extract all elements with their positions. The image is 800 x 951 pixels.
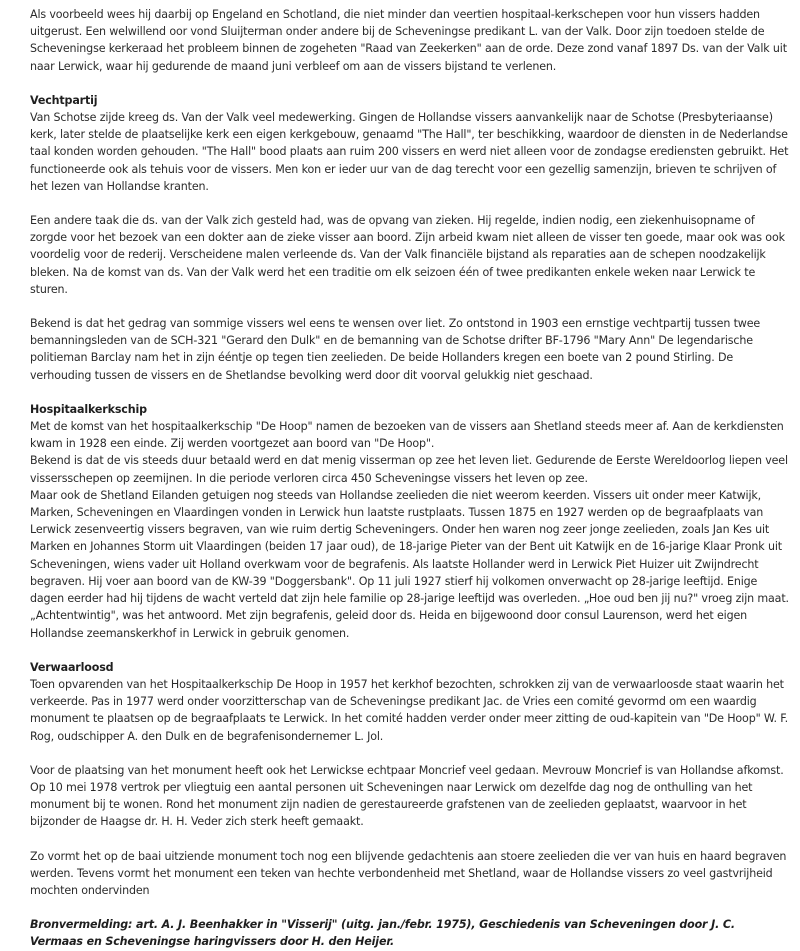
section-heading-vechtpartij: Vechtpartij — [30, 93, 98, 107]
intro-paragraph: Als voorbeeld wees hij daarbij op Engeland en Schotland, die niet minder dan veertien hospitaal-kerkschepen voor hun vissers hadden uitgerust. Een welwillend oor vond Sluijterman onder andere bij de Scheveningse predikant L. van der Valk. Door zijn toedoen stelde de Scheveningse kerkeraad het probleem binnen de zogeheten "Raad van Zeekerken" aan de orde. Deze zond vanaf 1897 Ds. van der Valk uit naar Lerwick, waar hij gedurende de maand juni verbleef om aan de vissers bijstand te verlenen. — [30, 8, 787, 73]
section-heading-verwaarloosd: Verwaarloosd — [30, 660, 114, 674]
paragraph: Van Schotse zijde kreeg ds. Van der Valk veel medewerking. Gingen de Hollandse vissers aanvankelijk naar de Schotse (Presbyteriaanse) kerk, later stelde de plaatselijke kerk een eigen kerkgebouw, genaamd "The Hall", ter beschikking, waardoor de diensten in de Nederlandse taal konden worden gehouden. "The Hall" bood plaats aan ruim 200 vissers en werd niet alleen voor de zondagse erediensten gebruikt. Het functioneerde ook als tehuis voor de vissers. Men kon er ieder uur van de dag terecht voor een gezellig samenzijn, brieven te schrijven of het lezen van Hollandse kranten. — [30, 111, 789, 193]
paragraph: Met de komst van het hospitaalkerkschip "De Hoop" namen de bezoeken van de vissers aan Shetland steeds meer af. Aan de kerkdiensten kwam in 1928 een einde. Zij werden voortgezet aan boord van "De Hoop". — [30, 420, 784, 451]
paragraph: Maar ook de Shetland Eilanden getuigen nog steeds van Hollandse zeelieden die niet weerom keerden. Vissers uit onder meer Katwijk, Marken, Scheveningen en Vlaardingen vonden in Lerwick hun laatste rustplaats. Tussen 1875 en 1927 werden op de begraafplaats van Lerwick zesenveertig vissers begraven, van wie ruim dertig Scheveningers. Onder hen waren nog zeer jonge zeelieden, zoals Jan Kes uit Marken en Johannes Storm uit Vlaardingen (beiden 17 jaar oud), de 18-jarige Pieter van der Bent uit Katwijk en de 16-jarige Klaar Pronk uit Scheveningen, wiens vader uit Holland overkwam voor de begrafenis. Als laatste Hollander werd in Lerwick Piet Huizer uit Zwijndrecht begraven. Hij voer aan boord van de KW-39 "Doggersbank". Op 11 juli 1927 stierf hij volkomen onverwacht op 28-jarige leeftijd. Enige dagen eerder had hij tijdens de wacht verteld dat zijn hele familie op 28-jarige leeftijd was overleden. „Hoe oud ben jij nu?" vroeg zijn maat. „Achtentwintig", was het antwoord. Met zijn begrafenis, geleid door ds. Heida en bijgewoond door consul Laurenson, werd het eigen Hollandse zeemanskerkhof in Lerwick in gebruik genomen. — [30, 488, 789, 640]
paragraph: Zo vormt het op de baai uitziende monument toch nog een blijvende gedachtenis aan stoere zeelieden die ver van huis en haard begraven werden. Tevens vormt het monument een teken van hechte verbondenheid met Shetland, waar de Hollandse vissers zo veel gastvrijheid mochten ondervinden — [30, 849, 787, 897]
section-heading-hospitaalkerkschip: Hospitaalkerkschip — [30, 402, 147, 416]
source-citation: Bronvermelding: art. A. J. Beenhakker in "Visserij" (uitg. jan./febr. 1975), Geschiedenis van Scheveningen door J. C. Vermaas en Scheveningse haringvissers door H. den Heijer. — [30, 918, 735, 949]
paragraph: Een andere taak die ds. van der Valk zich gesteld had, was de opvang van zieken. Hij regelde, indien nodig, een ziekenhuisopname of zorgde voor het bezoek van een dokter aan de zieke visser aan boord. Zijn arbeid kwam niet alleen de visser ten goede, maar ook was ook voordelig voor de rederij. Verscheidene malen verleende ds. Van der Valk financiële bijstand als reparaties aan de schepen noodzakelijk bleken. Na de komst van ds. Van der Valk werd het een traditie om elk seizoen één of twee predikanten enkele weken naar Lerwick te sturen. — [30, 214, 785, 296]
paragraph: Toen opvarenden van het Hospitaalkerkschip De Hoop in 1957 het kerkhof bezochten, schrokken zij van de verwaarloosde staat waarin het verkeerde. Pas in 1977 werd onder voorzitterschap van de Scheveningse predikant Jac. de Vries een comité gevormd om een waardig monument te plaatsen op de begraafplaats te Lerwick. In het comité hadden verder onder meer zitting de oud-kapitein van "De Hoop" W. F. Rog, oudschipper A. den Dulk en de begrafenisondernemer L. Jol. — [30, 677, 789, 743]
paragraph: Bekend is dat de vis steeds duur betaald werd en dat menig visserman op zee het leven liet. Gedurende de Eerste Wereldoorlog liepen veel vissersschepen op zeemijnen. In die periode verloren circa 450 Scheveningse vissers het leven op zee. — [30, 454, 788, 485]
paragraph: Bekend is dat het gedrag van sommige vissers wel eens te wensen over liet. Zo ontstond in 1903 een ernstige vechtpartij tussen twee bemanningsleden van de SCH-321 "Gerard den Dulk" en de bemanning van de Schotse drifter BF-1796 "Mary Ann" De legendarische politieman Barclay nam het in zijn ééntje op tegen tien zeelieden. De beide Hollanders kregen een boete van 2 pound Stirling. De verhouding tussen de vissers en de Shetlandse bevolking werd door dit voorval gelukkig niet geschaad. — [30, 317, 761, 382]
paragraph: Voor de plaatsing van het monument heeft ook het Lerwickse echtpaar Moncrief veel gedaan. Mevrouw Moncrief is van Hollandse afkomst. Op 10 mei 1978 vertrok per vliegtuig een aantal personen uit Scheveningen naar Lerwick om dezelfde dag nog de onthulling van het monument bij te wonen. Rond het monument zijn nadien de gerestaureerde grafstenen van de zeelieden geplaatst, waarvoor in het bijzonder de Haagse dr. H. H. Veder zich sterk heeft gemaakt. — [30, 763, 784, 829]
